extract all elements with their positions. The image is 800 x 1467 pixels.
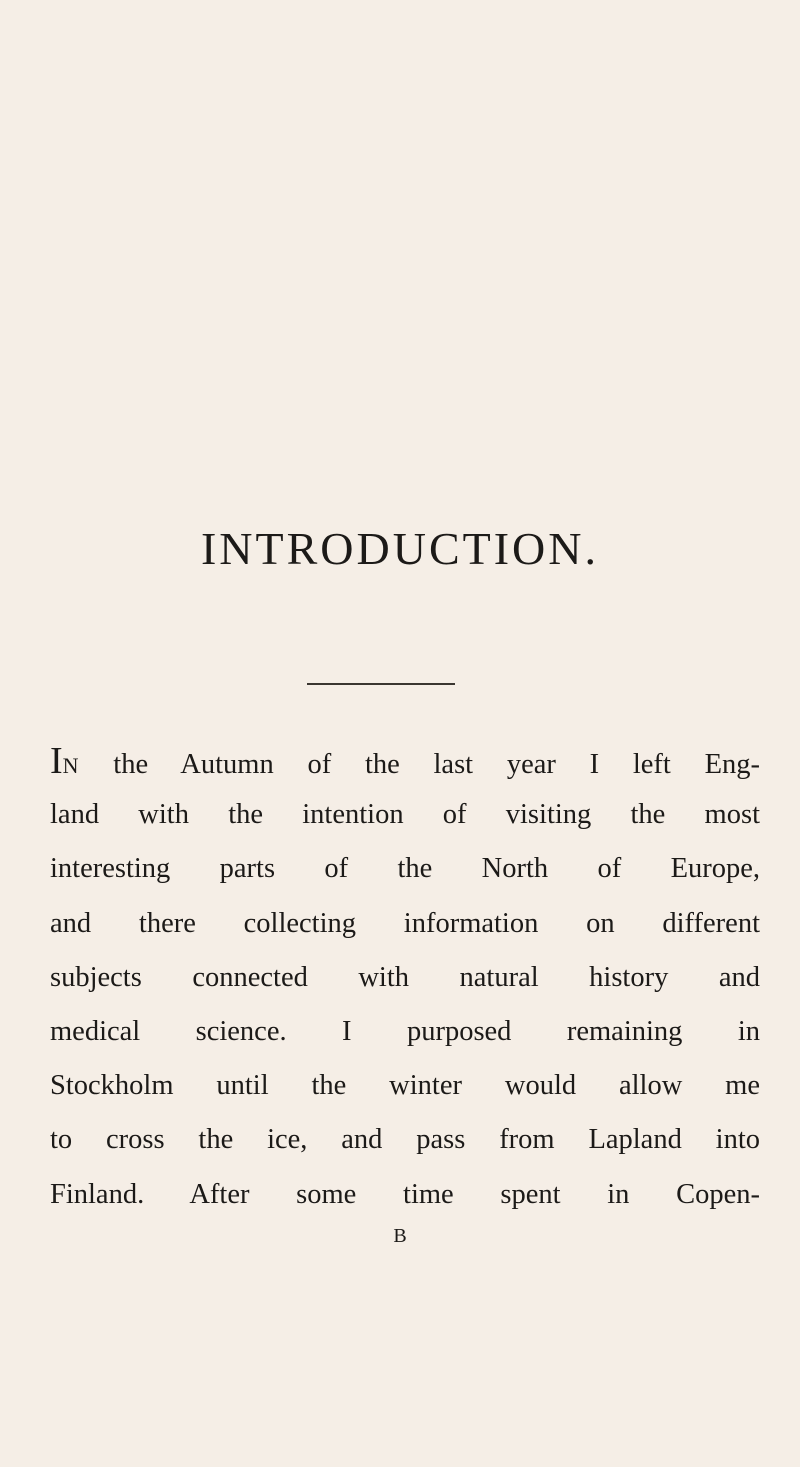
text-line-8: to cross the ice, and pass from Lapland into [50, 1124, 760, 1156]
line-text: the Autumn of the last year I left Eng- [79, 749, 760, 780]
small-caps: N [62, 753, 80, 778]
text-line-2: land with the intention of visiting the most [50, 799, 760, 831]
text-line-5: subjects connected with natural history and [50, 961, 760, 993]
paragraph [50, 734, 760, 1222]
text-line-1 [50, 734, 760, 788]
signature-mark: B [393, 1225, 407, 1247]
text-line-7: Stockholm until the winter would allow me [50, 1070, 760, 1102]
text-line-4: and there collecting information on different [50, 907, 760, 939]
chapter-heading: INTRODUCTION. [200, 523, 599, 574]
heading-divider [307, 683, 455, 685]
text-line-3: interesting parts of the North of Europe, [50, 853, 760, 885]
text-line-6: medical science. I purposed remaining in [50, 1015, 760, 1047]
drop-cap: I [50, 740, 63, 782]
text-line-9: Finland. After some time spent in Copen- [50, 1178, 760, 1210]
